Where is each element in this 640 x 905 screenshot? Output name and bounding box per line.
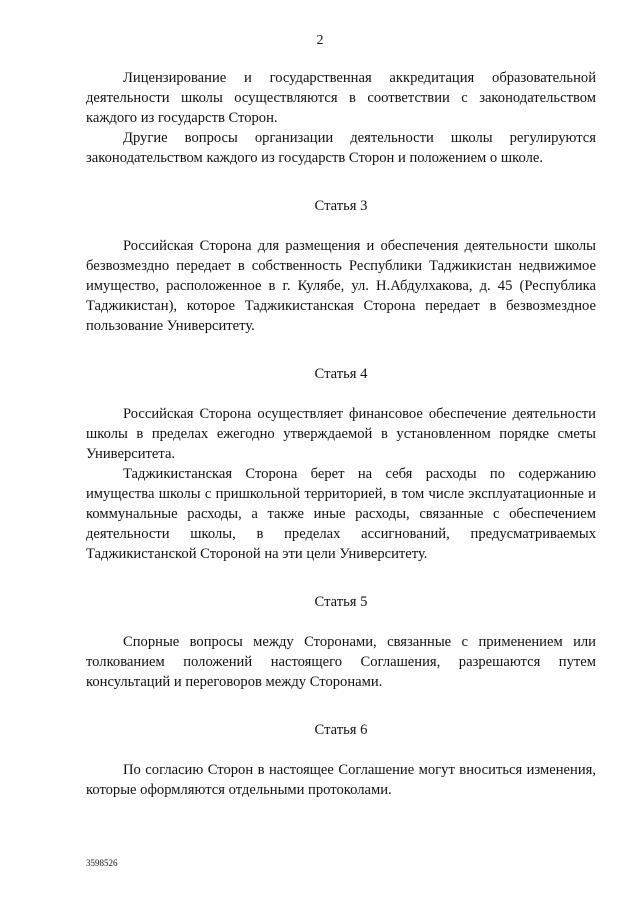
article-6-paragraph: По согласию Сторон в настоящее Соглашение могут вноситься изменения, которые оформляются отдельными протоколами. <box>86 762 596 798</box>
document-code: 3598526 <box>86 858 118 868</box>
article-3-title: Статья 3 <box>314 198 368 214</box>
paragraph-licensing: Лицензирование и государственная аккредитация образовательной деятельности школы осуществляются в соответствии с законодательством каждого из государств Сторон. <box>86 70 596 126</box>
article-4-title: Статья 4 <box>314 366 368 382</box>
article-4-paragraph-1: Российская Сторона осуществляет финансовое обеспечение деятельности школы в пределах ежегодно утверждаемой в установленном порядке сметы Университета. <box>86 406 596 462</box>
paragraph-other-questions: Другие вопросы организации деятельности школы регулируются законодательством каждого из государств Сторон и положением о школе. <box>86 130 596 166</box>
page-number: 2 <box>316 33 324 48</box>
article-3-paragraph: Российская Сторона для размещения и обеспечения деятельности школы безвозмездно передает в собственность Республики Таджикистан недвижимое имущество, расположенное в г. Кулябе, ул. Н.Абдулхакова, д. 45 (Республика Таджикистан), которое Таджикистанская Сторона передает в безвозмездное пользование Университету. <box>86 238 596 334</box>
article-4-paragraph-2: Таджикистанская Сторона берет на себя расходы по содержанию имущества школы с пришкольной территорией, в том числе эксплуатационные и коммунальные расходы, а также иные расходы, связанные с обеспечением деятельности школы, в пределах ассигнований, предусматриваемых Таджикистанской Стороной на эти цели Университету. <box>86 466 596 562</box>
article-5-title: Статья 5 <box>314 594 368 610</box>
article-6-title: Статья 6 <box>314 722 368 738</box>
article-5-paragraph: Спорные вопросы между Сторонами, связанные с применением или толкованием положений настоящего Соглашения, разрешаются путем консультаций и переговоров между Сторонами. <box>86 634 596 690</box>
document-body <box>86 68 596 808</box>
